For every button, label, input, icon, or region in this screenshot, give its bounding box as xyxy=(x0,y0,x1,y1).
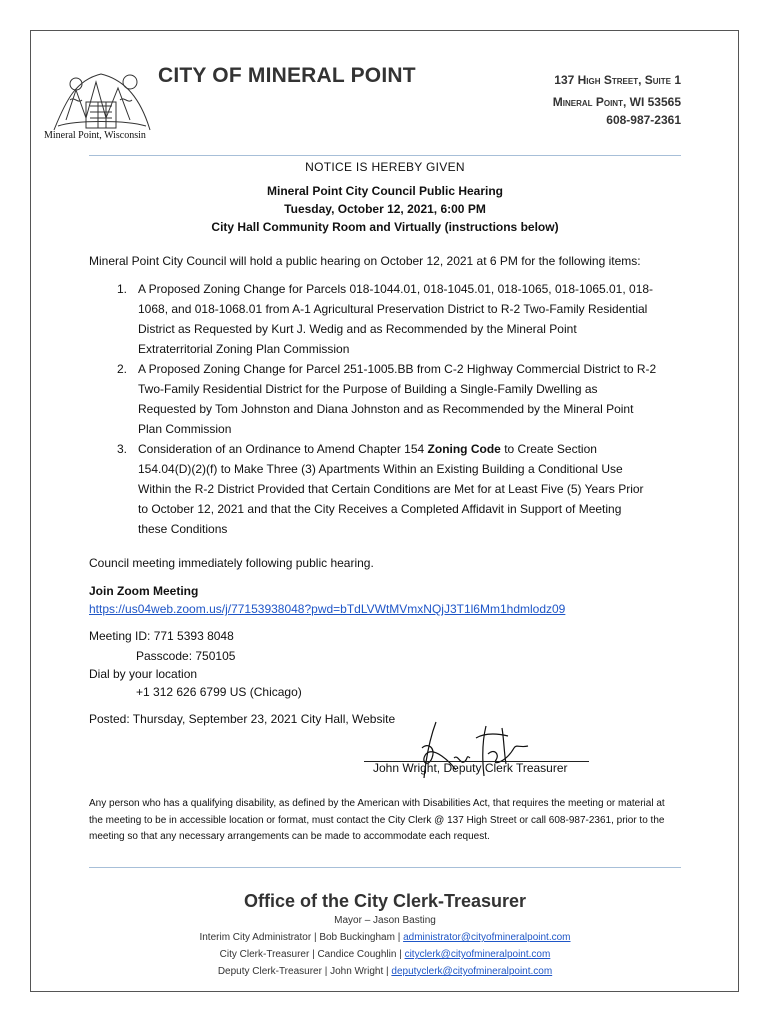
hearing-date: Tuesday, October 12, 2021, 6:00 PM xyxy=(284,202,486,216)
zoom-heading: Join Zoom Meeting xyxy=(89,584,199,598)
agenda-line: 154.04(D)(2)(f) to Make Three (3) Apartments Within an Existing Building a Conditional Use xyxy=(138,462,623,476)
notice-title: NOTICE IS HEREBY GIVEN xyxy=(305,160,465,174)
mayor-line: Mayor – Jason Basting xyxy=(334,915,436,926)
clerk-label: City Clerk-Treasurer | Candice Coughlin | xyxy=(219,949,405,960)
administrator-label: Interim City Administrator | Bob Buckingham | xyxy=(199,932,404,943)
hearing-heading: Mineral Point City Council Public Hearing xyxy=(266,184,504,198)
agenda-item-number: 2. xyxy=(117,362,128,376)
dial-phone-number: +1 312 626 6799 US (Chicago) xyxy=(136,685,302,699)
city-name: CITY OF MINERAL POINT xyxy=(158,64,416,87)
agenda-item-number: 1. xyxy=(117,282,128,296)
administrator-line xyxy=(0,932,770,943)
ada-notice: Any person who has a qualifying disability, as defined by the American with Disabilities Act, that requires the meeting or material at the meeting to be in accessible location or format, must contact the City Clerk @ 137 High Street or call 608-987-2361, prior to the meeting so that any necessary arrangements can be made to accommodate each request. xyxy=(89,798,665,842)
deputy-line xyxy=(0,966,770,977)
agenda-line xyxy=(138,439,681,459)
agenda-line: Plan Commission xyxy=(138,422,232,436)
agenda-line: A Proposed Zoning Change for Parcel 251-1005.BB from C-2 Highway Commercial District to R-2 xyxy=(138,362,657,376)
office-title: Office of the City Clerk-Treasurer xyxy=(243,891,527,911)
header-divider xyxy=(89,155,681,156)
agenda-item xyxy=(89,439,681,539)
agenda-line-text: to Create Section xyxy=(500,442,597,456)
clerk-line xyxy=(0,949,770,960)
hearing-location: City Hall Community Room and Virtually (instructions below) xyxy=(211,220,559,234)
agenda-line: Extraterritorial Zoning Plan Commission xyxy=(138,342,350,356)
meeting-id: Meeting ID: 771 5393 8048 xyxy=(89,629,234,643)
dial-label: Dial by your location xyxy=(89,667,198,681)
agenda-line: Within the R-2 District Provided that Certain Conditions are Met for at Least Five (5) Years Prior xyxy=(138,482,644,496)
council-meeting-line: Council meeting immediately following public hearing. xyxy=(89,556,374,570)
administrator-email-link[interactable]: administrator@cityofmineralpoint.com xyxy=(403,932,571,943)
agenda-line: Two-Family Residential District for the Purpose of Building a Single-Family Dwelling as xyxy=(138,382,598,396)
agenda-item xyxy=(89,359,681,439)
signatory-name: John Wright, Deputy Clerk Treasurer xyxy=(373,761,568,775)
deputy-label: Deputy Clerk-Treasurer | John Wright | xyxy=(217,966,392,977)
address-street: 137 High Street, Suite 1 xyxy=(554,73,681,87)
agenda-list xyxy=(89,279,681,539)
zoom-meeting-link[interactable]: https://us04web.zoom.us/j/77153938048?pwd=bTdLVWtMVmxNQjJ3T1l6Mm1hdmlodz09 xyxy=(89,602,566,616)
agenda-line: A Proposed Zoning Change for Parcels 018-1044.01, 018-1045.01, 018-1065, 018-1065.01, 018- xyxy=(138,282,654,296)
agenda-line: these Conditions xyxy=(138,522,228,536)
footer-divider xyxy=(89,867,681,868)
agenda-line-text: Consideration of an Ordinance to Amend Chapter 154 xyxy=(138,442,428,456)
address-city: Mineral Point, WI 53565 xyxy=(552,95,681,109)
intro-paragraph: Mineral Point City Council will hold a public hearing on October 12, 2021 at 6 PM for the following items: xyxy=(89,254,641,268)
header-phone: 608-987-2361 xyxy=(606,113,681,127)
meeting-passcode: Passcode: 750105 xyxy=(136,649,236,663)
agenda-line: 1068, and 018-1068.01 from A-1 Agricultural Preservation District to R-2 Two-Family Residential xyxy=(138,302,648,316)
posted-line: Posted: Thursday, September 23, 2021 City Hall, Website xyxy=(89,712,396,726)
agenda-line: Requested by Tom Johnston and Diana Johnston and as Recommended by the Mineral Point xyxy=(138,402,634,416)
agenda-item xyxy=(89,279,681,359)
agenda-line: District as Requested by Kurt J. Wedig and as Recommended by the Mineral Point xyxy=(138,322,577,336)
logo-caption: Mineral Point, Wisconsin xyxy=(44,130,146,141)
zoning-code-term: Zoning Code xyxy=(427,442,501,456)
clerk-email-link[interactable]: cityclerk@cityofmineralpoint.com xyxy=(404,949,551,960)
deputy-email-link[interactable]: deputyclerk@cityofmineralpoint.com xyxy=(391,966,553,977)
agenda-item-number: 3. xyxy=(117,442,128,456)
agenda-line: to October 12, 2021 and that the City Receives a Completed Affidavit in Support of Meeting xyxy=(138,502,622,516)
